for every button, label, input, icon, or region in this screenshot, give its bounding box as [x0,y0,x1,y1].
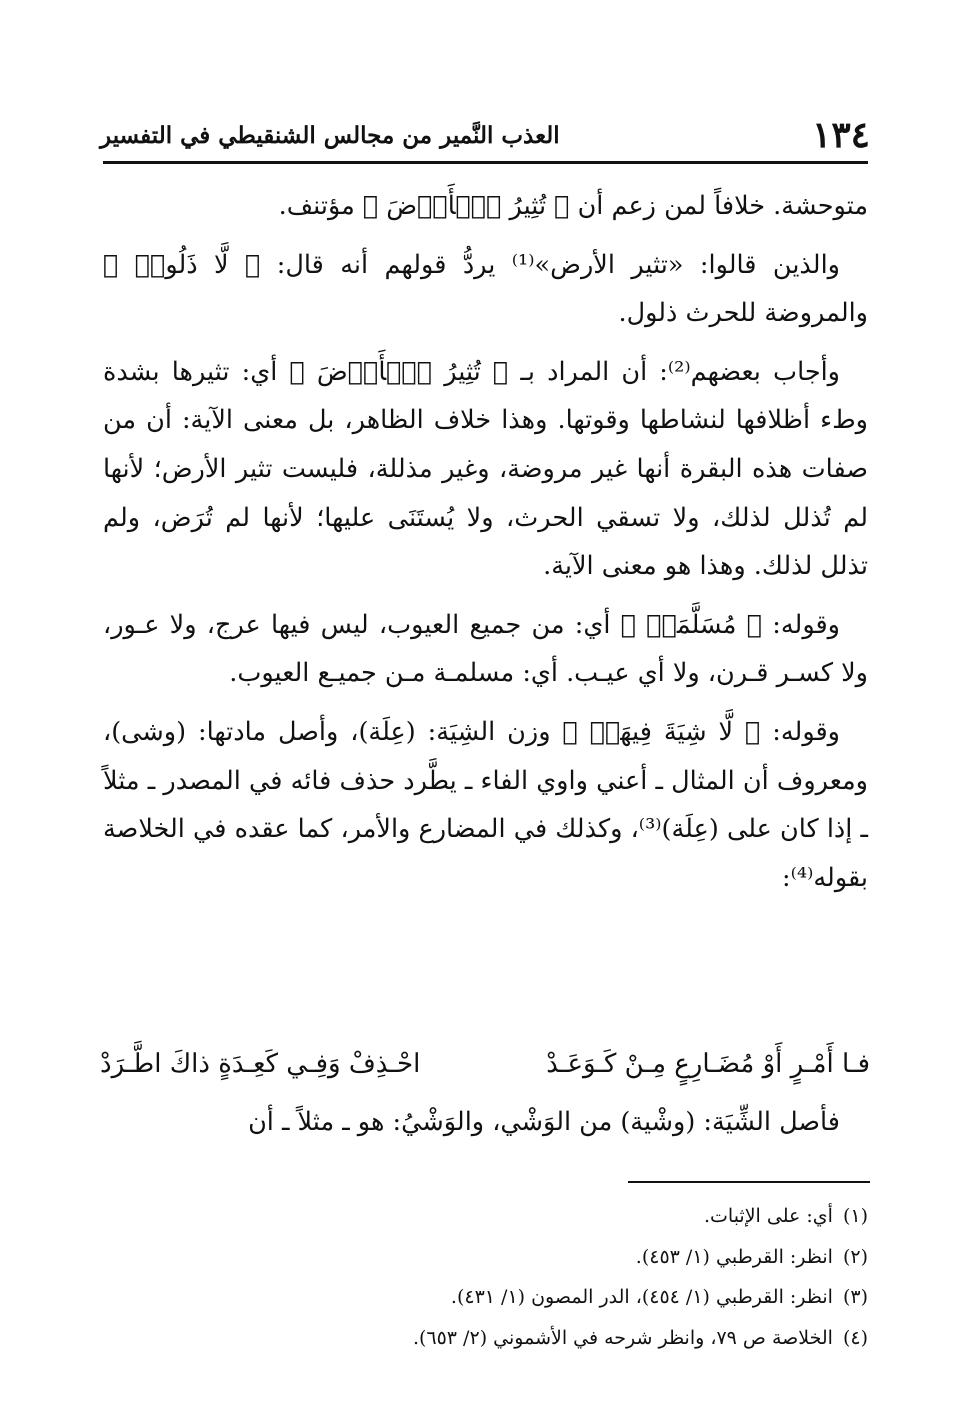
verse-first-hemistich: فـا أَمْـرٍ أَوْ مُضَـارِعٍ مِـنْ كَـوَعَـدْ [546,1049,870,1079]
header-rule [103,161,868,164]
paragraph-3: وأجاب بعضهم⁽²⁾: أن المراد بـ ﴿ تُثِيرُ ٱلۡأَرۡضَ ﴾ أي: تثيرها بشدة وطء أظلافها لنشاطها وقوتها. وهذا خلاف الظاهر، بل معنى الآية: أن من صفات هذه البقرة أنها غير مروضة، وغير مذللة، فليست تثير الأرض؛ لأنها لم تُذلل لذلك، ولا تسقي الحرث، ولا يُستَنَى عليها؛ لأنها لم تُرَض، ولم تذلل لذلك. وهذا هو معنى الآية. [103,356,868,582]
footnote-number: (٤) [842,1326,868,1349]
footnote-rule [628,1181,870,1183]
footnote-3 [300,1277,868,1318]
footnote-2 [300,1237,868,1278]
footnotes [300,1196,868,1358]
footnote-number: (٢) [842,1245,868,1268]
main-text [103,182,868,912]
page-number: ١٣٤ [811,114,870,156]
verse-second-hemistich: احْـذِفْ وَفِـي كَعِـدَةٍ ذاكَ اطَّـرَدْ [100,1049,421,1079]
footnote-1 [300,1196,868,1237]
page-header [100,112,870,158]
paragraph-2: والذين قالوا: «تثير الأرض»⁽¹⁾ يردُّ قولهم أنه قال: ﴿ لَّا ذَلُولٞ ﴾ والمروضة للحرث ذلول. [103,249,868,329]
footnote-number: (١) [842,1205,868,1227]
paragraph-4: وقوله: ﴿ مُسَلَّمَةٞ ﴾ أي: من جميع العيوب، ليس فيها عرج، ولا عـور، ولا كسـر قـرن، ولا أي عيـب. أي: مسلمـة مـن جميـع العيوب. [103,609,868,689]
paragraph-5: وقوله: ﴿ لَّا شِيَةَ فِيهَاۚ ﴾ وزن الشِيَة: (عِلَة)، وأصل مادتها: (وشى)، ومعروف أن المثال ـ أعني واوي الفاء ـ يطَّرد حذف فائه في المصدر ـ مثلاً ـ إذا كان على (عِلَة)⁽³⁾، وكذلك في المضارع والأمر، كما عقده في الخلاصة بقوله⁽⁴⁾: [103,716,868,893]
footnote-text: الخلاصة ص ٧٩، وانظر شرحه في الأشموني (٢/ ٦٥٣). [412,1326,833,1349]
footnote-text: انظر: القرطبي (١/ ٤٥٣). [635,1245,833,1268]
running-title: العذب النَّمير من مجالس الشنقيطي في التفسير [100,121,560,149]
paragraph-6: فأصل الشِّيَة: (وشْية) من الوَشْي، والوَشْيُ: هو ـ مثلاً ـ أن [248,1107,840,1137]
paragraph-1: متوحشة. خلافاً لمن زعم أن ﴿ تُثِيرُ ٱلۡأَرۡضَ ﴾ مؤتنف. [278,191,868,221]
footnote-text: أي: على الإثبات. [703,1205,833,1227]
footnote-4 [300,1318,868,1359]
footnote-text: انظر: القرطبي (١/ ٤٥٤)، الدر المصون (١/ ٤٣١). [450,1286,833,1308]
footnote-number: (٣) [842,1286,868,1308]
poetry-verse [100,1036,870,1092]
